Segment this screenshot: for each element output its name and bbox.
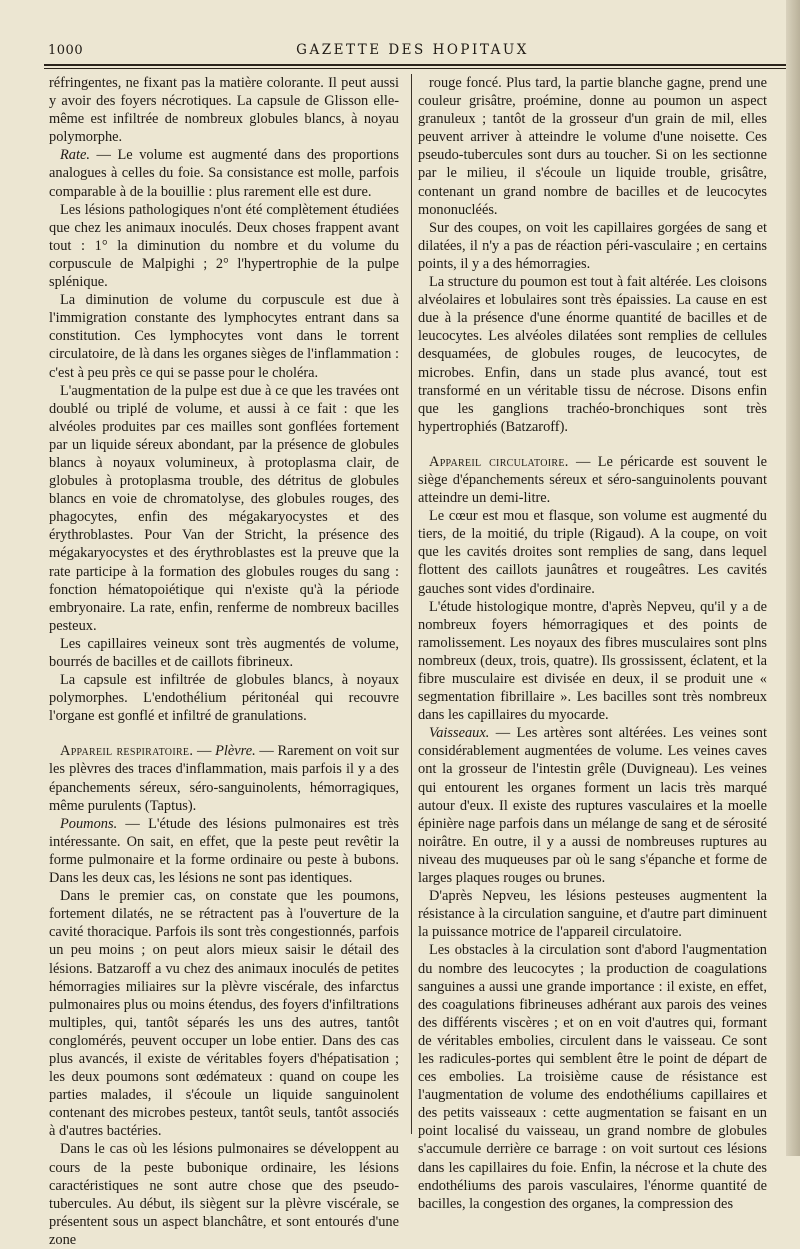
- paragraph-text: Le péricarde est souvent le siège d'épanchements séreux et séro-sanguinolents pouvant atteindre un demi-litre.: [418, 453, 768, 507]
- paragraph: D'après Nepveu, les lésions pesteuses augmentent la résistance à la circulation sanguine, et d'autre part diminuent la puissance motrice de l'appareil circulatoire.: [418, 888, 767, 941]
- dash-separator: —: [193, 743, 216, 760]
- paragraph: rouge foncé. Plus tard, la partie blanche gagne, prend une couleur grisâtre, proémine, donne au poumon un aspect granuleux ; tantôt de la grosseur d'un grain de mil, elles peuvent arriver à atteindre le volume d'une noisette. Ces pseudo-tubercules sont durs au toucher. Si on les sectionne par le milieu, il s'écoule un liquide trouble, grisâtre, contenant un grand nombre de bacilles et de leucocytes mononucléés.: [418, 75, 767, 218]
- dash-separator: —: [117, 815, 149, 832]
- paragraph: L'augmentation de la pulpe est due à ce que les travées ont doublé ou triplé de volume, et aussi à ce fait : que les alvéoles produites par ces mailles sont gonflées fortement par un liquide séreux abondant, par la présence de globules blancs à noyaux volumineux, à protoplasma clair, de globules à protoplasma trouble, des détritus de globules blancs en voie de chromatolyse, des globules rouges, des phagocytes, enfin des mégakaryocystes et des érythroblastes. Pour Van der Stricht, la présence des mégakaryocystes et des érythroblastes est la preuve que la rate participe à la formation des globules rouges du sang : fonction hématopoiétique qui n'existe qu'à la période embryonaire. La rate, enfin, renferme de nombreux bacilles pesteux.: [49, 382, 399, 634]
- section-heading: Appareil respiratoire.: [60, 743, 194, 760]
- paragraph: La structure du poumon est tout à fait altérée. Les cloisons alvéolaires et lobulaires sont très épaissies. La cause en est due à la présence d'une énorme quantité de bacilles et de leucocytes. Les alvéoles dilatées sont remplies de cellules desquamées, de globules rouges, de leucocytes, de microbes. Enfin, dans un stade plus avancé, tout est transformé en un véritable tissu de nécrose. Disons enfin que les ganglions trachéo-bronchiques sont très hypertrophiés (Batzaroff).: [418, 274, 767, 435]
- dash-separator: —: [255, 743, 278, 760]
- paragraph-text: Les artères sont altérées. Les veines sont considérablement augmentées de volume. Les veines caves ont la grosseur de l'intestin grêle (Duvigneau). Les veines qui entourent les organes forment un lacis très marqué autour d'eux. Il existe des ruptures vasculaires et la moelle épinière nage parfois dans un mélange de sang et de sérosité noirâtre. En outre, il y a aussi de nombreuses ruptures au niveau des muqueuses par où le sang s'épanche et forme de larges plaques rouges ou brunes.: [418, 725, 767, 887]
- paragraph: L'étude histologique montre, d'après Nepveu, qu'il y a de nombreux foyers hémorragiques et des points de ramolissement. Les noyaux des fibres musculaires sont plns nombreux (deux, trois, quatre). Ils grossissent, éclatent, et la fibre musculaire est divisée en deux, il se produit une « segmentation fibrillaire ». Les bacilles sont très nombreux dans les capillaires du myocarde.: [418, 598, 767, 724]
- paragraph-text: Rarement on voit sur les plèvres des traces d'inflammation, mais parfois il y a des épanchements séreux, séro-sanguinolents, hémorragiques, même purulents (Taptus).: [49, 743, 399, 814]
- paragraph: Le cœur est mou et flasque, son volume est augmenté du tiers, de la moitié, du triple (Rigaud). A la coupe, on voit que les cavités droites sont remplies de sang, dans lequel flottent des caillots jaunâtres et rougeâtres. Les cavités gauches sont vides d'ordinaire.: [418, 508, 767, 597]
- subsection-heading: Poumons.: [60, 815, 118, 832]
- subsection-heading: Rate.: [60, 147, 90, 164]
- page-number: 1000: [48, 43, 84, 58]
- paragraph: Dans le cas où les lésions pulmonaires se développent au cours de la peste bubonique ordinaire, les lésions caractéristiques ne sont autre chose que des pseudo-tubercules. Au début, ils siègent sur la plèvre viscérale, se présentent sous un aspect blanchâtre, et sont entourés d'une zone: [49, 1141, 399, 1248]
- dash-separator: —: [89, 147, 118, 164]
- dash-separator: —: [489, 725, 517, 742]
- page-header: [40, 38, 785, 60]
- paragraph: Les obstacles à la circulation sont d'abord l'augmentation du nombre des leucocytes ; la production de coagulations sanguines a aussi une grande importance : il existe, en effet, des coagulations fibrineuses adhérant aux parois des veines des différents viscères ; et on en voit d'autres qui, formant de véritables embolies, circulent dans le vaisseau. Ce sont les radicules-portes qui semblent être le point de départ de ces embolies. La troisième cause de résistance est l'augmentation de volume des endothéliums capillaires et des petits vaisseaux : cette augmentation se faisant en un point localisé du vaisseau, un grand nombre de globules s'accumule derrière ce barrage : on voit surtout ces lésions dans les capillaires du foie. Enfin, la nécrose et la chute des endothéliums des parois vasculaires, l'énorme quantité de bacilles, la congestion des organes, la compression des: [418, 942, 767, 1212]
- column-divider: [411, 74, 412, 1134]
- page-edge-shadow: [786, 0, 800, 1156]
- paragraph: Les capillaires veineux sont très augmentés de volume, bourrés de bacilles et de caillots fibrineux.: [49, 635, 399, 670]
- dash-separator: —: [568, 453, 598, 470]
- paragraph: [418, 453, 767, 507]
- paragraph: [49, 146, 399, 200]
- paragraph-text: L'étude des lésions pulmonaires est très intéressante. On sait, en effet, que la peste peut revêtir la forme pulmonaire et la forme ordinaire ou peste à bubons. Dans les deux cas, les lésions ne sont pas identiques.: [49, 815, 399, 887]
- journal-title: GAZETTE DES HOPITAUX: [296, 42, 529, 58]
- paragraph: [418, 724, 767, 887]
- paragraph-text: Le volume est augmenté dans des proportions analogues à celles du foie. Sa consistance est molle, parfois comparable à de la bouillie : plus rarement elle est dure.: [49, 147, 399, 200]
- paragraph: [49, 742, 399, 814]
- right-column: [418, 74, 767, 1213]
- subsection-heading: Plèvre.: [215, 743, 256, 760]
- section-heading: Appareil circulatoire.: [429, 453, 569, 470]
- paragraph: réfringentes, ne fixant pas la matière colorante. Il peut aussi y avoir des foyers nécrotiques. La capsule de Glisson elle-même est infiltrée de nombreux globules blancs, à noyau polymorphe.: [49, 75, 399, 146]
- subsection-heading: Vaisseaux.: [429, 725, 490, 742]
- paragraph: Les lésions pathologiques n'ont été complètement étudiées que chez les animaux inoculés. Deux choses frappent avant tout : 1° la diminution du nombre et du volume du corpuscule de Malpighi ; 2° l'hypertrophie de la pulpe splénique.: [49, 201, 399, 291]
- paragraph: Dans le premier cas, on constate que les poumons, fortement dilatés, ne se rétractent pas à l'ouverture de la cavité thoracique. Parfois ils sont très congestionnés, parfois un peu moins ; on peut alors mieux saisir le détail des lésions. Batzaroff a vu chez des animaux inoculés de petites hémorragies miliaires sur la plèvre viscérale, des infarctus pulmonaires plus ou moins étendus, des foyers d'infiltrations multiples, qui, tantôt séparés les uns des autres, tantôt conglomérés, peuvent occuper un lobe entier. Dans des cas plus avancés, il existe de véritables foyers d'hépatisation ; les deux poumons sont œdémateux : quand on coupe les parties malades, il s'écoule un liquide sanguinolent contenant des microbes pesteux, tantôt seuls, tantôt associés à d'autres bactéries.: [49, 888, 399, 1140]
- left-column: [49, 74, 399, 1249]
- paragraph: Sur des coupes, on voit les capillaires gorgées de sang et dilatées, il n'y a pas de réaction péri-vasculaire ; en certains points, il y a des hémorragies.: [418, 219, 767, 272]
- paragraph: [49, 815, 399, 887]
- header-rule-thin: [44, 68, 788, 69]
- paragraph: La capsule est infiltrée de globules blancs, à noyaux polymorphes. L'endothélium péritonéal qui recouvre l'organe est gonflé et infiltré de granulations.: [49, 672, 399, 725]
- paragraph: La diminution de volume du corpuscule est due à l'immigration constante des lymphocytes entrant dans sa constitution. Ces lymphocytes vont dans le torrent circulatoire, de là dans les organes sièges de l'inflammation : c'est à peu près ce qui se passe pour le choléra.: [49, 292, 399, 381]
- header-rule: [44, 64, 788, 66]
